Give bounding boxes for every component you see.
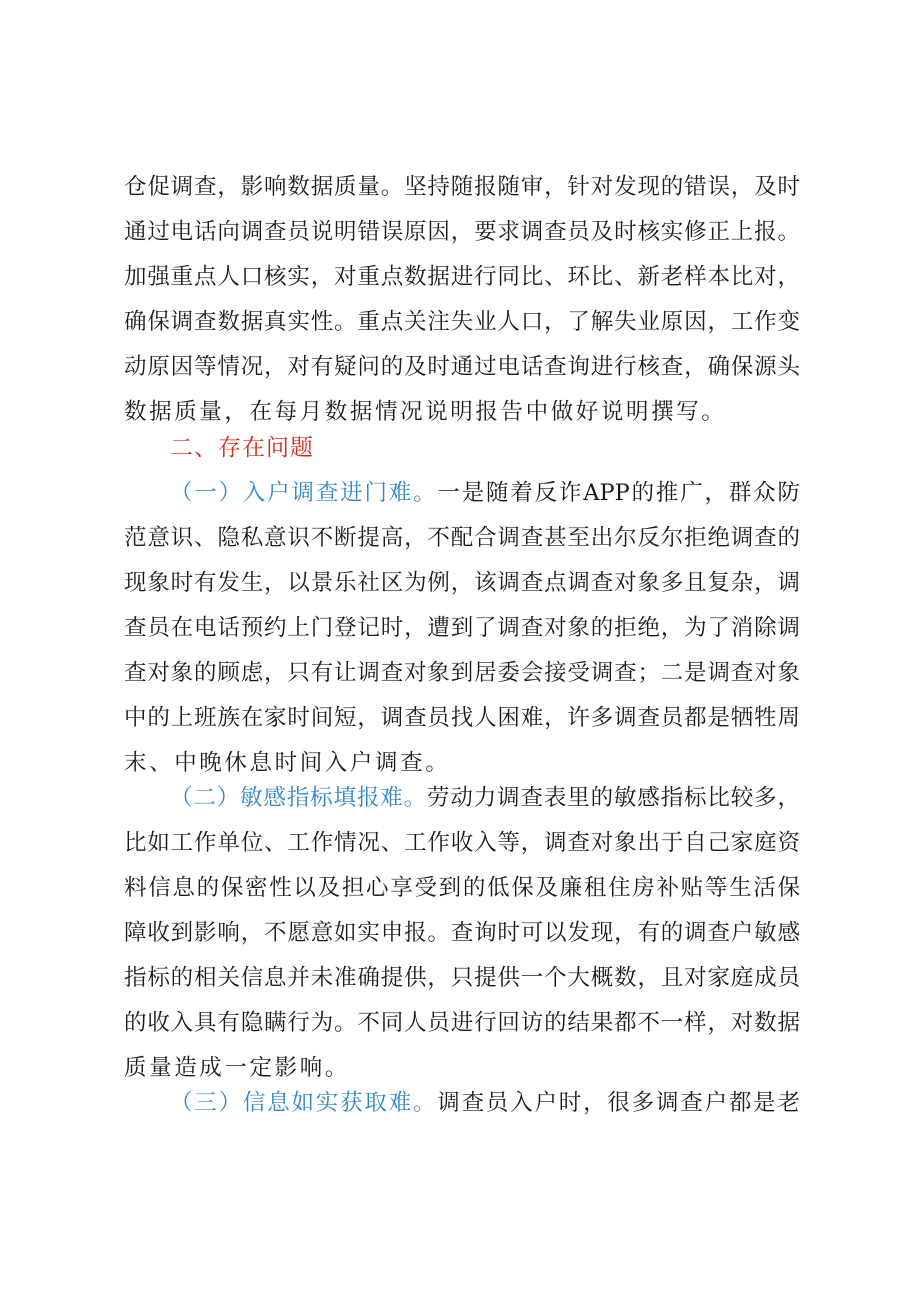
issue-text: 调查员入户时，很多调查户都是老 [437,1090,800,1116]
paragraph-line: 范意识、隐私意识不断提高，不配合调查甚至出尔反尔拒绝调查的 [124,525,800,551]
section-heading: 二、存在问题 [170,435,314,461]
issue-title: （二）敏感指标填报难。 [170,785,428,811]
paragraph-line: 指标的相关信息并未准确提供，只提供一个大概数，且对家庭成员 [124,965,800,991]
paragraph-line: 通过电话向调查员说明错误原因，要求调查员及时核实修正上报。 [124,219,800,245]
paragraph-line: 比如工作单位、工作情况、工作收入等，调查对象出于自己家庭资 [124,830,800,856]
paragraph-line: 仓促调查，影响数据质量。坚持随报随审，针对发现的错误，及时 [124,174,800,200]
paragraph-line: 的收入具有隐瞒行为。不同人员进行回访的结果都不一样，对数据 [124,1010,800,1036]
paragraph-line: 料信息的保密性以及担心享受到的低保及廉租住房补贴等生活保 [124,875,800,901]
paragraph-line: 末、中晚休息时间入户调查。 [124,750,451,776]
issue-text: 一是随着反诈APP的推广，群众防 [437,480,800,506]
issue-first-line [170,478,800,508]
paragraph-line: 加强重点人口核实，对重点数据进行同比、环比、新老样本比对， [124,264,800,290]
paragraph-line: 质量造成一定影响。 [124,1055,350,1081]
paragraph-line: 中的上班族在家时间短，调查员找人困难，许多调查员都是牺牲周 [124,705,800,731]
paragraph-line: 查对象的顾虑，只有让调查对象到居委会接受调查；二是调查对象 [124,660,800,686]
issue-text: 劳动力调查表里的敏感指标比较多， [427,785,800,811]
issue-title: （三）信息如实获取难。 [170,1090,438,1116]
paragraph-line: 确保调查数据真实性。重点关注失业人口，了解失业原因，工作变 [124,309,800,335]
issue-first-line [170,783,800,813]
paragraph-line: 数据质量，在每月数据情况说明报告中做好说明撰写。 [124,399,727,425]
issue-first-line [170,1088,800,1118]
paragraph-line: 障收到影响，不愿意如实申报。查询时可以发现，有的调查户敏感 [124,920,800,946]
paragraph-line: 现象时有发生，以景乐社区为例，该调查点调查对象多且复杂，调 [124,570,800,596]
issue-title: （一）入户调查进门难。 [170,480,438,506]
paragraph-line: 动原因等情况，对有疑问的及时通过电话查询进行核查，确保源头 [124,354,800,380]
paragraph-line: 查员在电话预约上门登记时，遭到了调查对象的拒绝，为了消除调 [124,615,800,641]
